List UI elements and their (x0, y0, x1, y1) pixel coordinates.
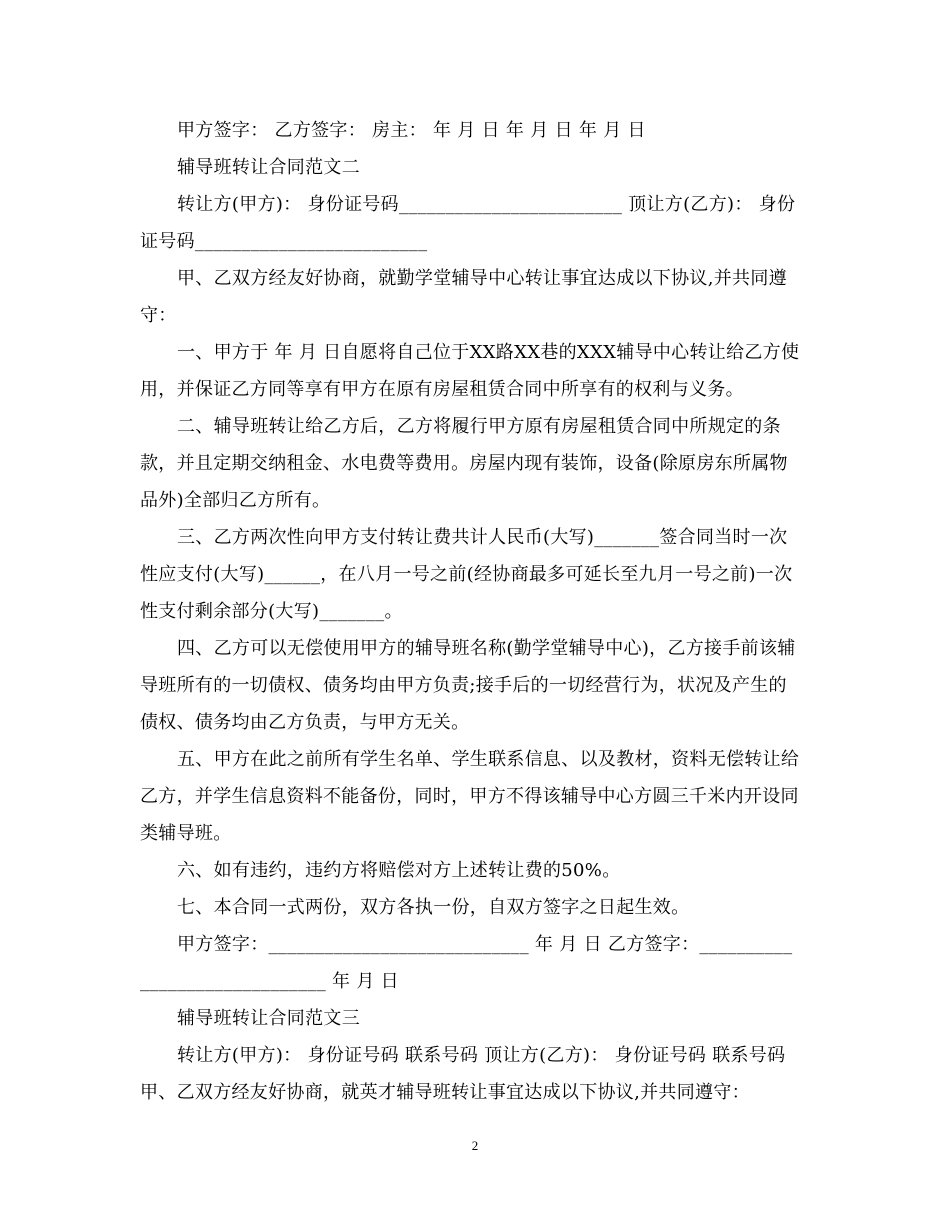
page-number: 2 (471, 1138, 479, 1153)
clause-six: 六、如有违约，违约方将赔偿对方上述转让费的50%。 (177, 860, 621, 881)
agreement-preamble: 甲、乙双方经友好协商，就勤学堂辅导中心转让事宜达成以下协议,并共同遵守： (140, 268, 787, 326)
clause-seven: 七、本合同一式两份，双方各执一份，自双方签字之日起生效。 (177, 897, 690, 918)
parties-identification-three: 转让方(甲方)： 身份证号码 联系号码 顶让方(乙方)： 身份证号码 联系号码 (177, 1045, 786, 1066)
section-title-sample-two: 辅导班转让合同范文二 (177, 157, 360, 178)
clause-four: 四、乙方可以无偿使用甲方的辅导班名称(勤学堂辅导中心)，乙方接手前该辅导班所有的一切债权、债务均由甲方负责;接手后的一切经营行为，状况及产生的债权、债务均由乙方负责，与甲方无关。 (140, 638, 796, 733)
document-body (140, 112, 800, 1111)
signature-line-header: 甲方签字： 乙方签字： 房主： 年 月 日 年 月 日 年 月 日 (177, 120, 646, 141)
clause-five: 五、甲方在此之前所有学生名单、学生联系信息、以及教材，资料无偿转让给乙方，并学生信息资料不能备份，同时，甲方不得该辅导中心方圆三千米内开设同类辅导班。 (140, 749, 800, 844)
parties-identification: 转让方(甲方)： 身份证号码________________________ 顶让方(乙方)： 身份证号码_________________________ (140, 194, 796, 252)
clause-two: 二、辅导班转让给乙方后，乙方将履行甲方原有房屋租赁合同中所规定的条款，并且定期交纳租金、水电费等费用。房屋内现有装饰，设备(除原房东所属物品外)全部归乙方所有。 (140, 416, 788, 511)
signature-block: 甲方签字：____________________________ 年 月 日 乙方签字：______________________________ 年 月 日 (140, 934, 793, 992)
section-title-sample-three: 辅导班转让合同范文三 (177, 1008, 360, 1029)
agreement-preamble-three: 甲、乙双方经友好协商，就英才辅导班转让事宜达成以下协议,并共同遵守： (140, 1082, 750, 1103)
clause-one: 一、甲方于 年 月 日自愿将自己位于XX路XX巷的XXX辅导中心转让给乙方使用，并保证乙方同等享有甲方在原有房屋租赁合同中所享有的权利与义务。 (140, 342, 800, 400)
clause-three: 三、乙方两次性向甲方支付转让费共计人民币(大写)_______签合同当时一次性应支付(大写)______，在八月一号之前(经协商最多可延长至九月一号之前)一次性支付剩余部分(大写)_______。 (140, 527, 793, 622)
